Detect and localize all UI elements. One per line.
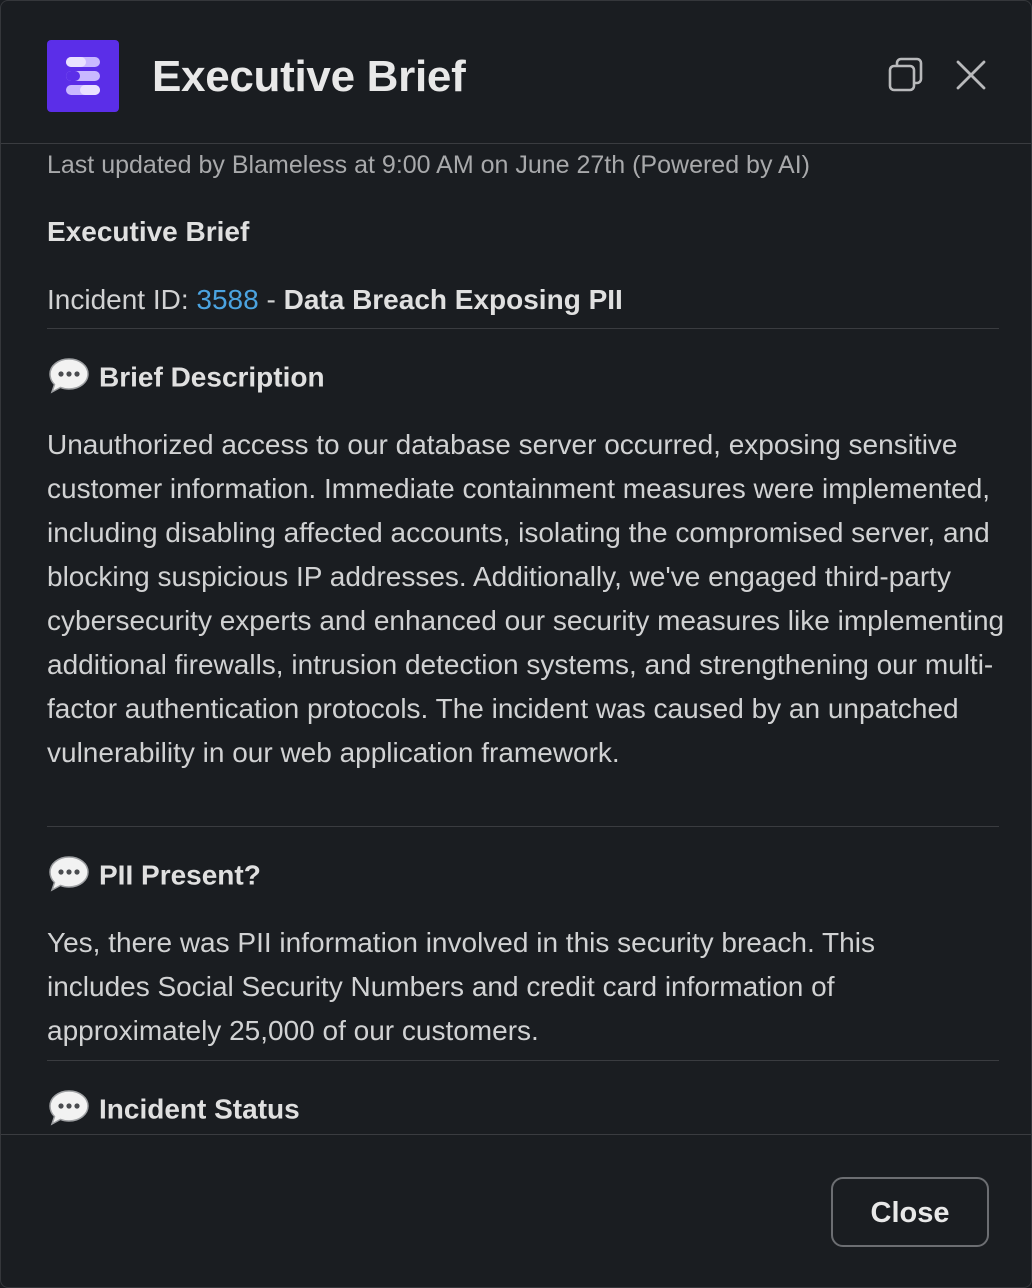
speech-bubble-icon bbox=[47, 356, 91, 396]
incident-line bbox=[47, 282, 623, 318]
pii-present-text: Yes, there was PII information involved in this security breach. This includes Social Security Numbers and credit card information of approximately 25,000 of our customers. bbox=[47, 927, 875, 1046]
last-updated-text: Last updated by Blameless at 9:00 AM on June 27th (Powered by AI) bbox=[47, 151, 810, 179]
divider bbox=[47, 1060, 999, 1061]
brief-description-text: Unauthorized access to our database server occurred, exposing sensitive customer information. Immediate containment measures were implemented, including disabling affected accounts, isolating the compromised server, and blocking suspicious IP addresses. Additionally, we've engaged third-party cybersecurity experts and enhanced our security measures like implementing additional firewalls, intrusion detection systems, and strengthening our multi-factor authentication protocols. The incident was caused by an unpatched vulnerability in our web application framework. bbox=[47, 429, 1005, 768]
speech-bubble-icon bbox=[47, 1088, 91, 1128]
popout-icon bbox=[883, 53, 927, 97]
section-title: Brief Description bbox=[99, 361, 325, 393]
modal-header bbox=[1, 1, 1031, 144]
modal-footer bbox=[1, 1134, 1031, 1288]
divider bbox=[47, 826, 999, 827]
section-heading-pii-present bbox=[47, 857, 261, 897]
close-button[interactable]: Close bbox=[831, 1177, 989, 1247]
section-heading-incident-status bbox=[47, 1091, 300, 1131]
modal-body[interactable] bbox=[1, 144, 1031, 1135]
incident-name: Data Breach Exposing PII bbox=[283, 284, 623, 315]
section-heading-brief-description bbox=[47, 359, 325, 399]
speech-bubble-icon bbox=[47, 854, 91, 894]
section-title: PII Present? bbox=[99, 859, 261, 891]
brief-heading: Executive Brief bbox=[47, 216, 250, 247]
divider bbox=[47, 328, 999, 329]
incident-separator: - bbox=[258, 284, 284, 315]
blameless-app-icon bbox=[47, 40, 119, 112]
incident-id-label: Incident ID: bbox=[47, 284, 197, 315]
section-title: Incident Status bbox=[99, 1093, 300, 1125]
close-x-icon bbox=[949, 53, 993, 97]
modal-title: Executive Brief bbox=[152, 52, 466, 101]
close-x-button[interactable] bbox=[949, 53, 993, 97]
popout-button[interactable] bbox=[883, 53, 927, 97]
incident-id-link[interactable]: 3588 bbox=[196, 284, 259, 315]
